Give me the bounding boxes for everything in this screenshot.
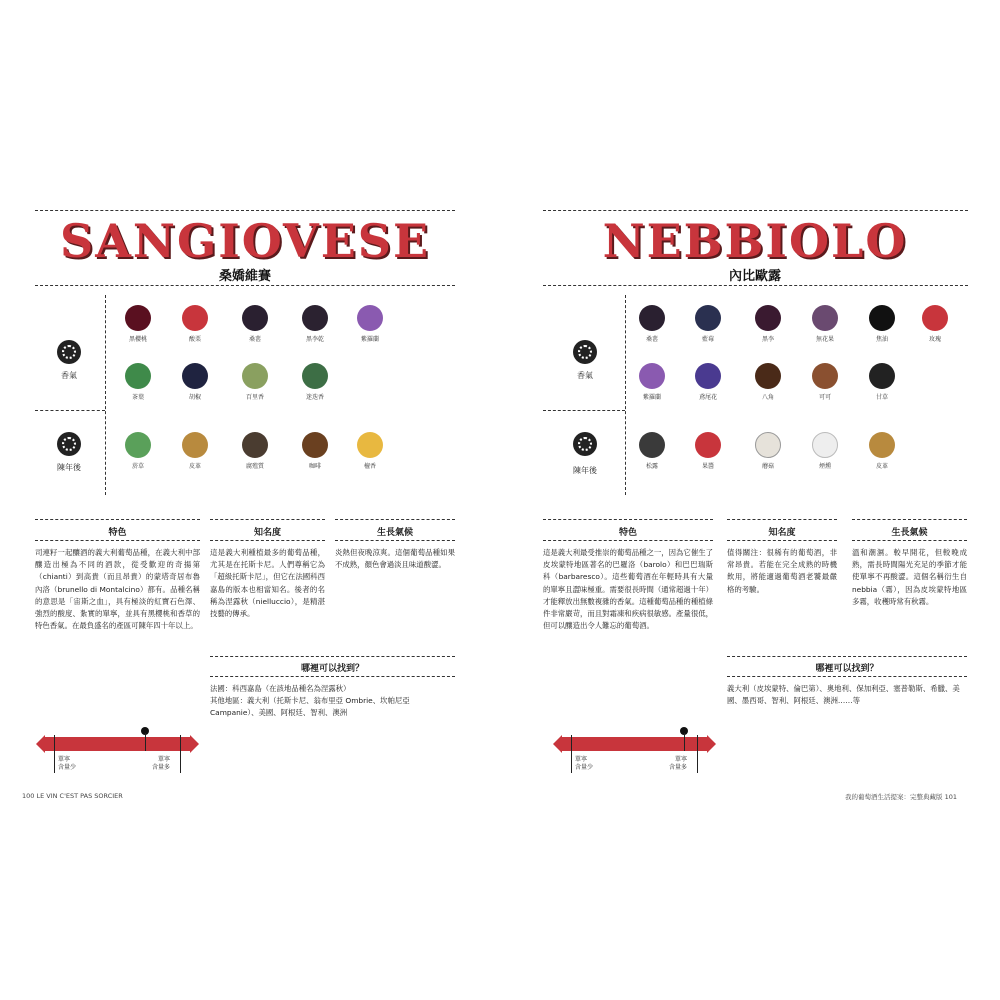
- aroma-item: [852, 432, 912, 470]
- aroma-item: [165, 432, 225, 470]
- aroma-item: [738, 305, 798, 343]
- truffle-icon: [639, 432, 665, 458]
- page-footer: 我的葡萄酒生活提案：完整典藏版 101: [845, 793, 957, 801]
- aroma-label: 焦油: [875, 336, 888, 343]
- divider: [852, 519, 967, 520]
- tannin-marker-stem: [145, 733, 146, 751]
- divider: [727, 656, 967, 657]
- where-text: 義大利（皮埃蒙特、倫巴第）、奧地利、保加利亞、塞普勒斯、希臘、美國、墨西哥、智利、阿根廷、澳洲……等: [727, 684, 960, 706]
- aroma-label: 果醬: [701, 463, 714, 470]
- divider: [210, 540, 325, 541]
- aroma-label: 松露: [645, 463, 658, 470]
- mushroom-icon: [755, 432, 781, 458]
- aroma-label: 桑葚: [248, 336, 261, 343]
- aroma-label: 菸草: [131, 463, 144, 470]
- divider: [105, 295, 106, 495]
- divider: [335, 540, 455, 541]
- aroma-item: [678, 432, 738, 470]
- aroma-item: [285, 363, 345, 401]
- divider: [210, 656, 455, 657]
- humus-icon: [242, 432, 268, 458]
- feature-heading: 特色: [618, 528, 637, 538]
- aroma-label: 玫瑰: [928, 336, 941, 343]
- leather-icon: [182, 432, 208, 458]
- aroma-item: [285, 305, 345, 343]
- scale-label-low: 單寧 含量少: [575, 756, 594, 771]
- aroma-item: [678, 363, 738, 401]
- sour-cherry-icon: [182, 305, 208, 331]
- leather-icon: [869, 432, 895, 458]
- star-anise-icon: [755, 363, 781, 389]
- aroma-label: 胡椒: [188, 394, 201, 401]
- aroma-label: 蘑菇: [761, 463, 774, 470]
- where-heading: 哪裡可以找到？: [300, 664, 364, 674]
- divider: [210, 676, 455, 677]
- feature-heading: 特色: [108, 528, 127, 538]
- aging-icon: [57, 432, 81, 456]
- aroma-label: 桑葚: [645, 336, 658, 343]
- divider: [852, 540, 967, 541]
- scale-tick-min: [571, 735, 572, 773]
- divider: [543, 210, 968, 211]
- divider: [35, 210, 455, 211]
- divider: [727, 540, 837, 541]
- aroma-label: 紫羅蘭: [360, 336, 379, 343]
- divider: [335, 519, 455, 520]
- aroma-label: 藍莓: [701, 336, 714, 343]
- violet-icon: [357, 305, 383, 331]
- divider: [543, 410, 625, 411]
- fame-heading: 知名度: [768, 528, 796, 538]
- rose-icon: [922, 305, 948, 331]
- divider: [210, 519, 325, 520]
- aroma-item: [905, 305, 965, 343]
- fame-heading: 知名度: [253, 528, 281, 538]
- aroma-label: 皮革: [188, 463, 201, 470]
- page-footer: 100 LE VIN C'EST PAS SORCIER: [22, 792, 123, 800]
- aroma-label: 黑李乾: [305, 336, 324, 343]
- aroma-item: [738, 363, 798, 401]
- aroma-item: [738, 432, 798, 470]
- scale-arrow-right: [190, 735, 199, 753]
- sandalwood-icon: [357, 432, 383, 458]
- feature-text: 司連籽一起釀酒的義大利葡萄品種，在義大利中部釀造出極為不同的酒款，從受歡迎的奇揚第（chianti）到高貴（而且昂貴）的蒙塔奇居布魯內洛（brunello di Montalcino）都有。品種名稱的意思是「宙斯之血」，具有極淡的紅寶石色澤、強烈的酸度、紮實的單寧，並具有黑櫻桃和香草的特色香氣。在最負盛名的產區可陳年四十年以上。: [35, 548, 200, 631]
- rosemary-icon: [302, 363, 328, 389]
- aroma-category-label: 香氣: [577, 371, 593, 380]
- grape-title: NEBBIOLO: [602, 214, 908, 268]
- aroma-item: [165, 363, 225, 401]
- divider: [35, 285, 455, 286]
- grape-title: SANGIOVESE: [60, 214, 431, 268]
- tea-leaf-icon: [125, 363, 151, 389]
- climate-heading: 生長氣候: [376, 528, 413, 538]
- scale-arrow-right: [707, 735, 716, 753]
- divider: [35, 519, 200, 520]
- tannin-bar: [44, 737, 190, 751]
- aroma-label: 迷迭香: [305, 394, 324, 401]
- aroma-item: [340, 305, 400, 343]
- aroma-item: [852, 363, 912, 401]
- aroma-label: 黑櫻桃: [128, 336, 147, 343]
- aroma-label: 茶葉: [131, 394, 144, 401]
- aroma-label: 煙燻: [818, 463, 831, 470]
- aroma-label: 無花果: [815, 336, 834, 343]
- feature-text: 這是義大利最受推崇的葡萄品種之一，因為它催生了皮埃蒙特地區著名的巴羅洛（barolo）和巴巴瑞斯科（barbaresco）。這些葡萄酒在年輕時具有大量的單寧且澀味極重。需要很長時間（通常超過十年）才能釋放出無數複雜的香氣。這種葡萄品種的種植條件非常嚴苛，而且對霜凍和疾病很敏感。產量很低，但可以釀造出令人難忘的葡萄酒。: [543, 548, 713, 631]
- mulberry-icon: [242, 305, 268, 331]
- climate-text: 溫和潮濕。較早開花，但較晚成熟，需長時間陽光充足的季節才能使單寧不再酸澀。這個名稱衍生自 nebbia（霧），因為皮埃蒙特地區多霧，收穫時常有秋霧。: [852, 548, 967, 606]
- scale-tick-max: [180, 735, 181, 773]
- aroma-item: [678, 305, 738, 343]
- aroma-label: 黑李: [761, 336, 774, 343]
- aroma-label: 檀香: [363, 463, 376, 470]
- scale-label-high: 單寧 含量多: [152, 756, 171, 771]
- divider: [727, 519, 837, 520]
- aroma-item: [622, 305, 682, 343]
- aroma-item: [795, 305, 855, 343]
- tar-icon: [869, 305, 895, 331]
- aroma-icon: [57, 340, 81, 364]
- prune-icon: [302, 305, 328, 331]
- aroma-item: [108, 363, 168, 401]
- blueberry-icon: [695, 305, 721, 331]
- aroma-item: [225, 363, 285, 401]
- fig-icon: [812, 305, 838, 331]
- aroma-item: [795, 432, 855, 470]
- aroma-item: [165, 305, 225, 343]
- aroma-label: 腐殖質: [245, 463, 264, 470]
- divider: [543, 519, 713, 520]
- aroma-category-label: 香氣: [61, 371, 77, 380]
- where-text: 法國：科西嘉島（在該地品種名為涅露秋） 其他地區：義大利（托斯卡尼、翁布里亞 Ombrie、坎帕尼亞 Campanie）、美國、阿根廷、智利、澳洲: [210, 684, 410, 718]
- aroma-label: 可可: [818, 394, 831, 401]
- scale-label-low: 單寧 含量少: [58, 756, 77, 771]
- aroma-item: [225, 432, 285, 470]
- aroma-item: [285, 432, 345, 470]
- black-cherry-icon: [125, 305, 151, 331]
- climate-heading: 生長氣候: [891, 528, 928, 538]
- aroma-item: [108, 432, 168, 470]
- divider: [543, 540, 713, 541]
- aroma-label: 咖啡: [308, 463, 321, 470]
- climate-text: 炎熱但夜晚涼爽。這個葡萄品種如果不成熟，顏色會過淡且味道酸澀。: [335, 548, 455, 570]
- divider: [35, 410, 105, 411]
- aroma-item: [340, 432, 400, 470]
- iris-icon: [695, 363, 721, 389]
- aroma-label: 鳶尾花: [698, 394, 717, 401]
- violet-icon: [639, 363, 665, 389]
- tannin-marker-stem: [684, 733, 685, 751]
- aroma-item: [622, 363, 682, 401]
- divider: [543, 285, 968, 286]
- aged-category-label: 陳年後: [57, 463, 81, 472]
- thyme-icon: [242, 363, 268, 389]
- aroma-item: [795, 363, 855, 401]
- pepper-icon: [182, 363, 208, 389]
- smoke-icon: [812, 432, 838, 458]
- scale-tick-min: [54, 735, 55, 773]
- aroma-item: [225, 305, 285, 343]
- divider: [727, 676, 967, 677]
- aging-icon: [573, 432, 597, 456]
- mulberry-icon: [639, 305, 665, 331]
- jam-icon: [695, 432, 721, 458]
- divider: [35, 540, 200, 541]
- grape-subtitle: 內比歐露: [728, 269, 781, 284]
- cocoa-icon: [812, 363, 838, 389]
- where-heading: 哪裡可以找到？: [815, 664, 879, 674]
- aroma-item: [852, 305, 912, 343]
- aroma-item: [108, 305, 168, 343]
- fame-text: 這是義大利種植最多的葡萄品種，尤其是在托斯卡尼。人們尊稱它為「超級托斯卡尼」，但它在法國科西嘉島的版本也相當知名。後者的名稱為涅露秋（nielluccio），是精湛技藝的傳承。: [210, 548, 325, 619]
- aroma-label: 紫羅蘭: [642, 394, 661, 401]
- aroma-label: 百里香: [245, 394, 264, 401]
- coffee-icon: [302, 432, 328, 458]
- tobacco-icon: [125, 432, 151, 458]
- plum-icon: [755, 305, 781, 331]
- licorice-icon: [869, 363, 895, 389]
- aroma-label: 皮革: [875, 463, 888, 470]
- fame-text: 值得關注：很稀有的葡萄酒，非常昂貴。若能在完全成熟的時機飲用，將能適過葡萄酒老饕最嚴格的考驗。: [727, 548, 837, 594]
- scale-tick-max: [697, 735, 698, 773]
- aroma-label: 甘草: [875, 394, 888, 401]
- aroma-label: 八角: [761, 394, 774, 401]
- aged-category-label: 陳年後: [573, 466, 597, 475]
- grape-subtitle: 桑嬌維賽: [218, 269, 271, 284]
- aroma-label: 酸栗: [188, 336, 201, 343]
- scale-label-high: 單寧 含量多: [669, 756, 688, 771]
- aroma-icon: [573, 340, 597, 364]
- aroma-item: [622, 432, 682, 470]
